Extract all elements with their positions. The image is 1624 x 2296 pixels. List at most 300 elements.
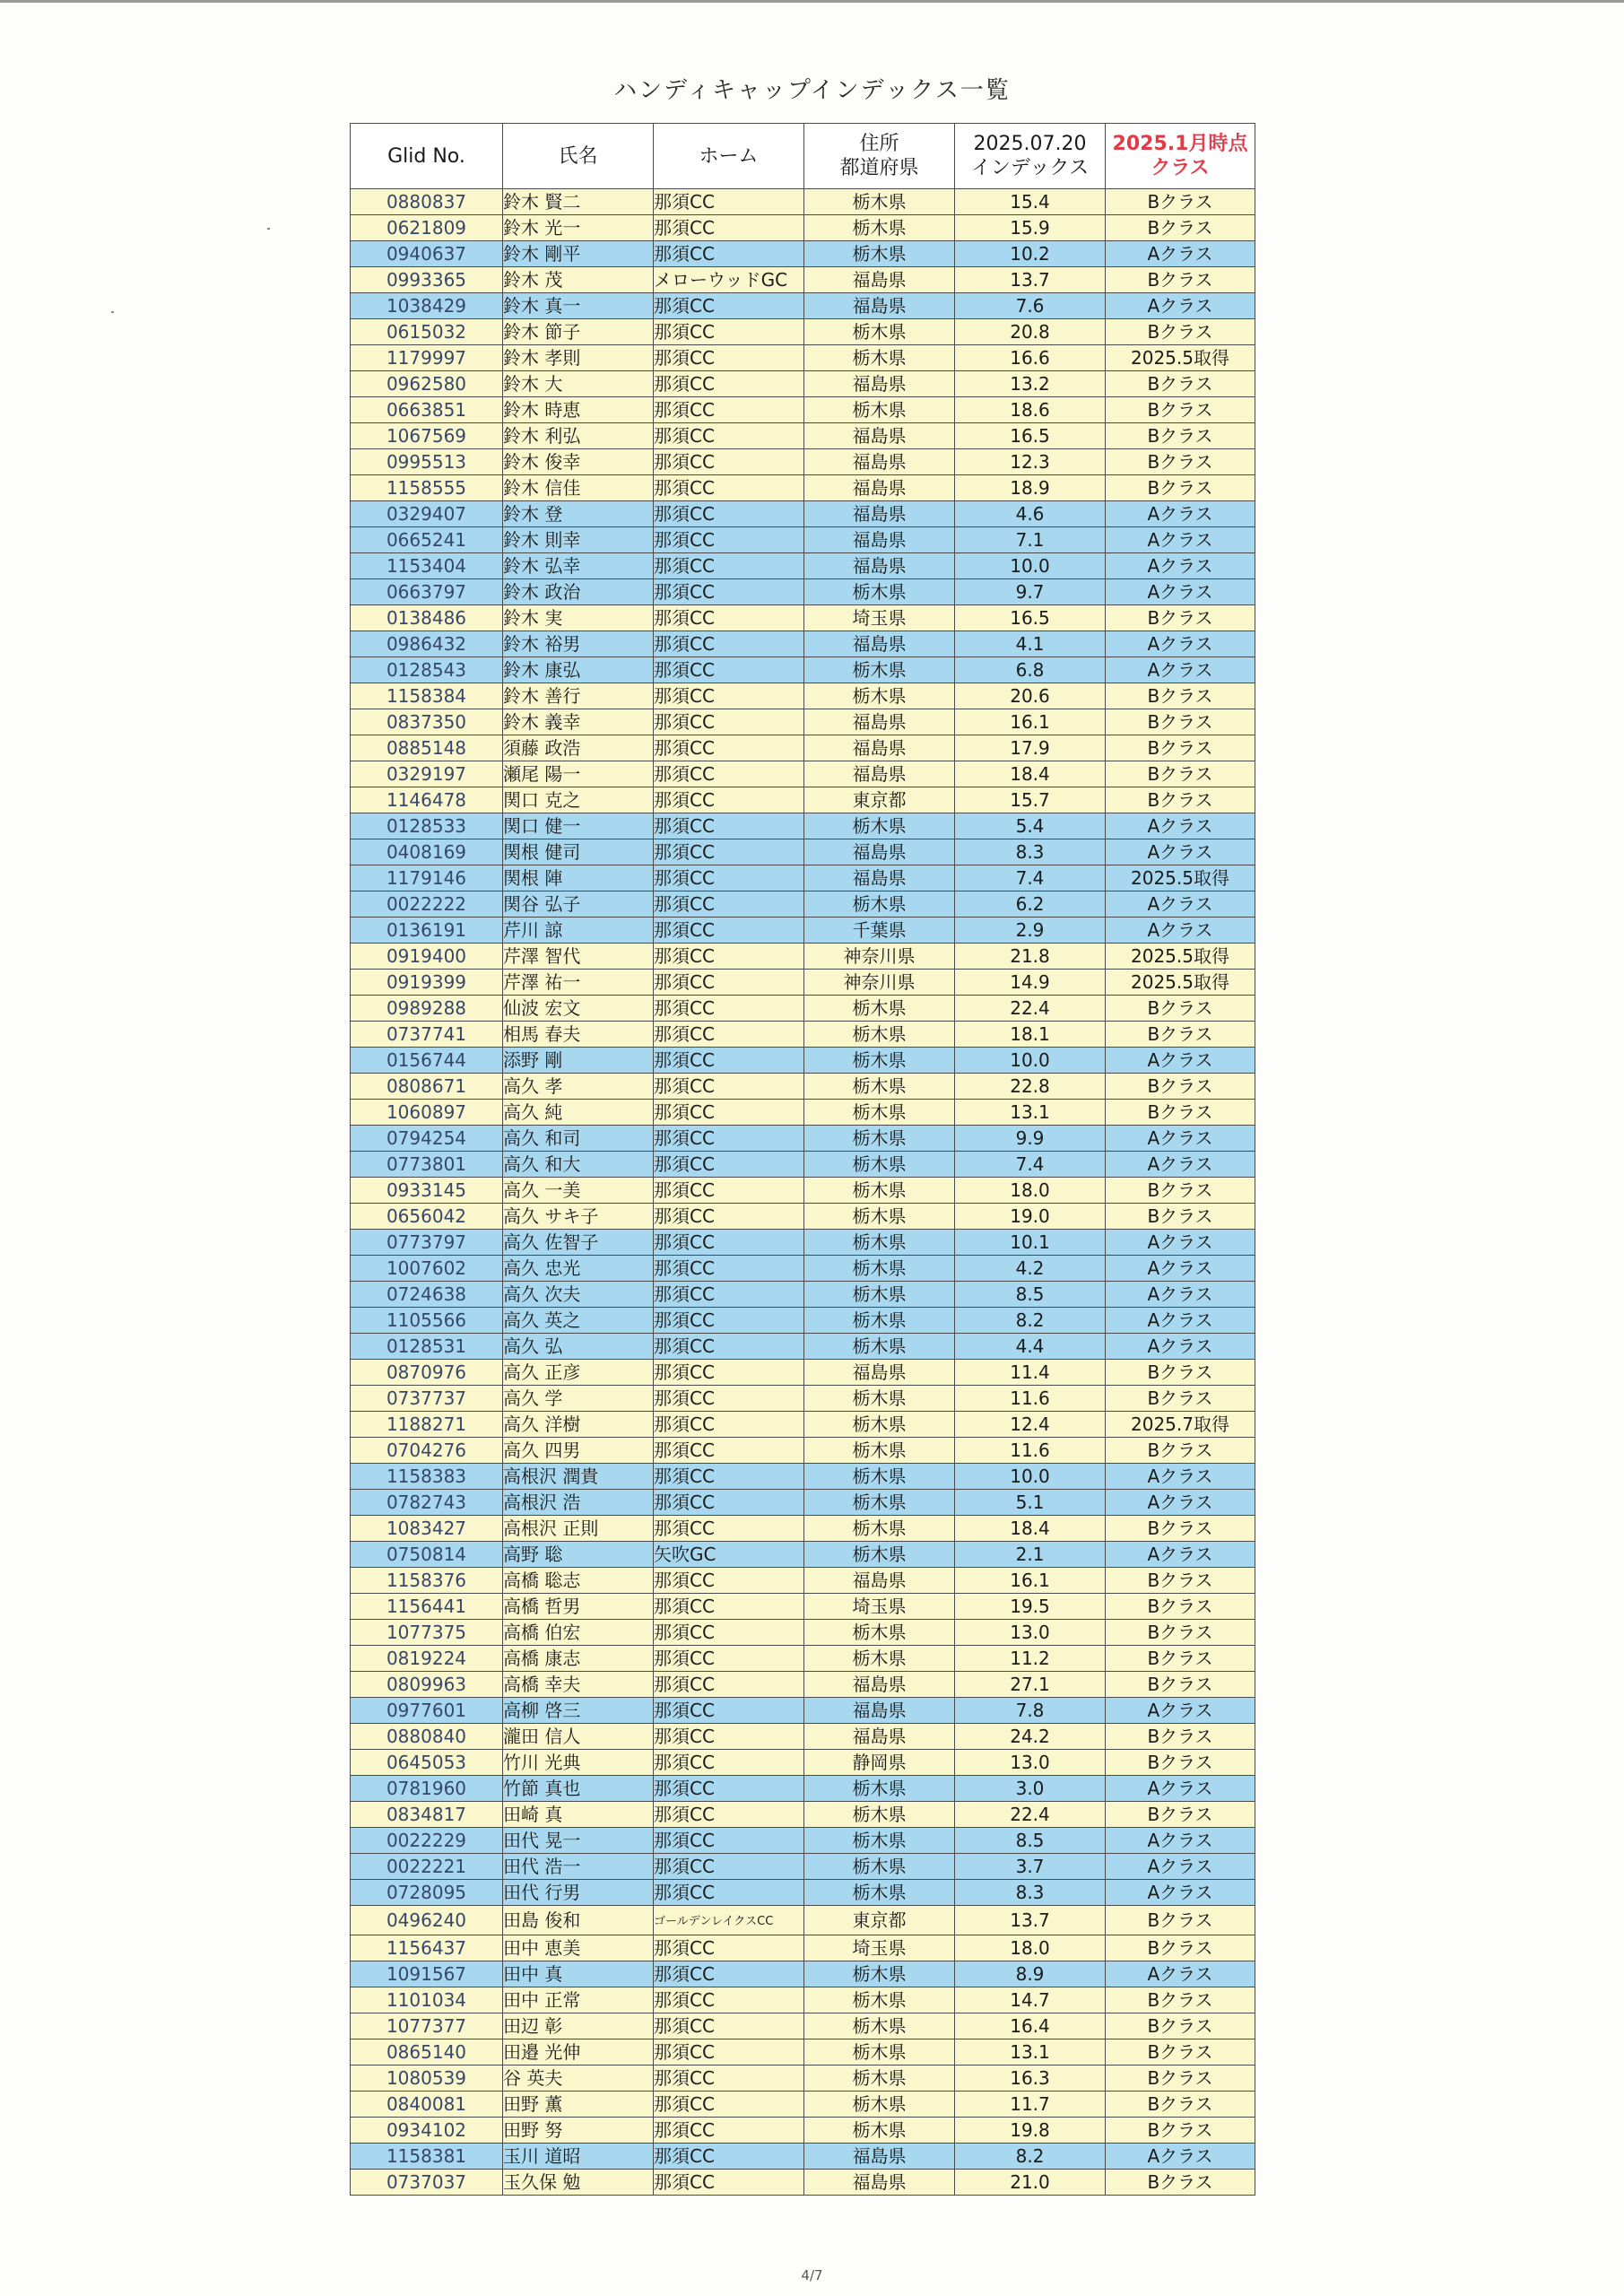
home-cell: 那須CC xyxy=(654,553,804,579)
gid-cell: 0933145 xyxy=(351,1178,503,1204)
index-cell: 11.7 xyxy=(955,2092,1106,2118)
home-cell: 那須CC xyxy=(654,761,804,787)
scan-speck xyxy=(111,311,114,313)
gid-cell: 0989288 xyxy=(351,996,503,1022)
prefecture-cell: 神奈川県 xyxy=(804,970,955,996)
table-row xyxy=(351,553,1255,579)
home-cell: 那須CC xyxy=(654,2118,804,2144)
table-row xyxy=(351,1074,1255,1100)
prefecture-cell: 埼玉県 xyxy=(804,605,955,631)
gid-cell: 0663851 xyxy=(351,397,503,423)
index-cell: 19.0 xyxy=(955,1204,1106,1230)
prefecture-cell: 栃木県 xyxy=(804,1022,955,1048)
table-row xyxy=(351,293,1255,319)
class-cell: Bクラス xyxy=(1106,1620,1255,1646)
index-cell: 7.4 xyxy=(955,1152,1106,1178)
table-row xyxy=(351,2066,1255,2092)
index-cell: 8.9 xyxy=(955,1961,1106,1987)
class-cell: Aクラス xyxy=(1106,1854,1255,1880)
prefecture-cell: 栃木県 xyxy=(804,2039,955,2066)
home-cell: 那須CC xyxy=(654,2170,804,2196)
prefecture-cell: 栃木県 xyxy=(804,1282,955,1308)
index-cell: 27.1 xyxy=(955,1672,1106,1698)
home-cell: 那須CC xyxy=(654,1126,804,1152)
index-cell: 7.4 xyxy=(955,865,1106,891)
index-cell: 22.4 xyxy=(955,1802,1106,1828)
home-cell: 那須CC xyxy=(654,2092,804,2118)
prefecture-cell: 栃木県 xyxy=(804,345,955,371)
home-cell: 那須CC xyxy=(654,970,804,996)
prefecture-cell: 福島県 xyxy=(804,865,955,891)
index-cell: 10.0 xyxy=(955,1048,1106,1074)
home-cell: 那須CC xyxy=(654,1672,804,1698)
class-cell: Bクラス xyxy=(1106,1646,1255,1672)
index-cell: 16.5 xyxy=(955,605,1106,631)
prefecture-cell: 栃木県 xyxy=(804,813,955,839)
name-cell: 鈴木 大 xyxy=(503,371,654,397)
class-cell: Aクラス xyxy=(1106,1308,1255,1334)
index-cell: 21.0 xyxy=(955,2170,1106,2196)
prefecture-cell: 栃木県 xyxy=(804,1230,955,1256)
home-cell: 那須CC xyxy=(654,1256,804,1282)
gid-cell: 0870976 xyxy=(351,1360,503,1386)
header-name: 氏名 xyxy=(503,124,654,189)
gid-cell: 0022221 xyxy=(351,1854,503,1880)
gid-cell: 0156744 xyxy=(351,1048,503,1074)
gid-cell: 0840081 xyxy=(351,2092,503,2118)
index-cell: 19.8 xyxy=(955,2118,1106,2144)
name-cell: 竹川 光典 xyxy=(503,1750,654,1776)
class-cell: Aクラス xyxy=(1106,918,1255,944)
table-row xyxy=(351,2118,1255,2144)
home-cell: 那須CC xyxy=(654,657,804,683)
home-cell: 那須CC xyxy=(654,501,804,527)
gid-cell: 0138486 xyxy=(351,605,503,631)
class-cell: Bクラス xyxy=(1106,1987,1255,2013)
name-cell: 鈴木 節子 xyxy=(503,319,654,345)
index-cell: 15.7 xyxy=(955,787,1106,813)
name-cell: 田代 行男 xyxy=(503,1880,654,1906)
home-cell: 那須CC xyxy=(654,1620,804,1646)
home-cell: 那須CC xyxy=(654,1438,804,1464)
prefecture-cell: 栃木県 xyxy=(804,189,955,215)
name-cell: 鈴木 康弘 xyxy=(503,657,654,683)
gid-cell: 0496240 xyxy=(351,1906,503,1935)
prefecture-cell: 栃木県 xyxy=(804,319,955,345)
table-row xyxy=(351,2013,1255,2039)
class-cell: 2025.5取得 xyxy=(1106,944,1255,970)
home-cell: 那須CC xyxy=(654,2144,804,2170)
class-cell: Bクラス xyxy=(1106,1204,1255,1230)
table-row xyxy=(351,241,1255,267)
gid-cell: 1101034 xyxy=(351,1987,503,2013)
name-cell: 鈴木 利弘 xyxy=(503,423,654,449)
index-cell: 5.1 xyxy=(955,1490,1106,1516)
gid-cell: 0773801 xyxy=(351,1152,503,1178)
class-cell: Aクラス xyxy=(1106,1464,1255,1490)
prefecture-cell: 福島県 xyxy=(804,1568,955,1594)
index-cell: 18.0 xyxy=(955,1935,1106,1961)
prefecture-cell: 栃木県 xyxy=(804,1961,955,1987)
home-cell: 那須CC xyxy=(654,475,804,501)
prefecture-cell: 福島県 xyxy=(804,267,955,293)
home-cell: 那須CC xyxy=(654,1360,804,1386)
table-row xyxy=(351,1230,1255,1256)
gid-cell: 1156441 xyxy=(351,1594,503,1620)
name-cell: 高橋 聡志 xyxy=(503,1568,654,1594)
index-cell: 10.2 xyxy=(955,241,1106,267)
name-cell: 関根 陣 xyxy=(503,865,654,891)
gid-cell: 1158384 xyxy=(351,683,503,709)
prefecture-cell: 栃木県 xyxy=(804,2013,955,2039)
index-cell: 12.4 xyxy=(955,1412,1106,1438)
index-cell: 3.0 xyxy=(955,1776,1106,1802)
gid-cell: 0782743 xyxy=(351,1490,503,1516)
class-cell: Bクラス xyxy=(1106,449,1255,475)
index-cell: 16.1 xyxy=(955,709,1106,735)
gid-cell: 0995513 xyxy=(351,449,503,475)
index-cell: 20.6 xyxy=(955,683,1106,709)
name-cell: 鈴木 賢二 xyxy=(503,189,654,215)
table-row xyxy=(351,397,1255,423)
index-cell: 8.5 xyxy=(955,1828,1106,1854)
home-cell: 那須CC xyxy=(654,1386,804,1412)
index-cell: 22.4 xyxy=(955,996,1106,1022)
gid-cell: 0809963 xyxy=(351,1672,503,1698)
name-cell: 高久 和司 xyxy=(503,1126,654,1152)
class-cell: Bクラス xyxy=(1106,996,1255,1022)
name-cell: 高橋 幸夫 xyxy=(503,1672,654,1698)
index-cell: 11.2 xyxy=(955,1646,1106,1672)
table-row xyxy=(351,1334,1255,1360)
home-cell: 那須CC xyxy=(654,709,804,735)
page-title: ハンディキャップインデックス一覧 xyxy=(613,77,1011,104)
name-cell: 高柳 啓三 xyxy=(503,1698,654,1724)
name-cell: 田中 真 xyxy=(503,1961,654,1987)
gid-cell: 0136191 xyxy=(351,918,503,944)
prefecture-cell: 栃木県 xyxy=(804,1620,955,1646)
table-row xyxy=(351,2039,1255,2066)
gid-cell: 0919399 xyxy=(351,970,503,996)
name-cell: 芹澤 智代 xyxy=(503,944,654,970)
home-cell: 那須CC xyxy=(654,423,804,449)
gid-cell: 0977601 xyxy=(351,1698,503,1724)
home-cell: 那須CC xyxy=(654,189,804,215)
prefecture-cell: 福島県 xyxy=(804,293,955,319)
class-cell: Aクラス xyxy=(1106,2144,1255,2170)
home-cell: 那須CC xyxy=(654,1516,804,1542)
gid-cell: 0781960 xyxy=(351,1776,503,1802)
table-row xyxy=(351,1750,1255,1776)
home-cell: 那須CC xyxy=(654,319,804,345)
name-cell: 鈴木 光一 xyxy=(503,215,654,241)
class-cell: Aクラス xyxy=(1106,1048,1255,1074)
index-cell: 15.9 xyxy=(955,215,1106,241)
home-cell: 那須CC xyxy=(654,1880,804,1906)
name-cell: 玉久保 勉 xyxy=(503,2170,654,2196)
home-cell: 矢吹GC xyxy=(654,1542,804,1568)
prefecture-cell: 栃木県 xyxy=(804,2092,955,2118)
index-cell: 11.4 xyxy=(955,1360,1106,1386)
table-row xyxy=(351,371,1255,397)
prefecture-cell: 福島県 xyxy=(804,423,955,449)
name-cell: 鈴木 剛平 xyxy=(503,241,654,267)
prefecture-cell: 福島県 xyxy=(804,2170,955,2196)
table-row xyxy=(351,579,1255,605)
name-cell: 高久 純 xyxy=(503,1100,654,1126)
prefecture-cell: 栃木県 xyxy=(804,1334,955,1360)
prefecture-cell: 栃木県 xyxy=(804,1438,955,1464)
home-cell: 那須CC xyxy=(654,631,804,657)
home-cell: 那須CC xyxy=(654,944,804,970)
gid-cell: 0880837 xyxy=(351,189,503,215)
class-cell: Bクラス xyxy=(1106,761,1255,787)
prefecture-cell: 福島県 xyxy=(804,631,955,657)
prefecture-cell: 栃木県 xyxy=(804,241,955,267)
name-cell: 関口 克之 xyxy=(503,787,654,813)
home-cell: 那須CC xyxy=(654,918,804,944)
class-cell: Bクラス xyxy=(1106,397,1255,423)
home-cell: 那須CC xyxy=(654,891,804,918)
home-cell: 那須CC xyxy=(654,579,804,605)
name-cell: 田代 浩一 xyxy=(503,1854,654,1880)
gid-cell: 0329407 xyxy=(351,501,503,527)
name-cell: 田野 薫 xyxy=(503,2092,654,2118)
class-cell: Aクラス xyxy=(1106,1542,1255,1568)
name-cell: 高久 正彦 xyxy=(503,1360,654,1386)
prefecture-cell: 栃木県 xyxy=(804,1987,955,2013)
gid-cell: 0724638 xyxy=(351,1282,503,1308)
table-row xyxy=(351,1438,1255,1464)
name-cell: 鈴木 善行 xyxy=(503,683,654,709)
page-number: 4/7 xyxy=(801,2267,823,2283)
home-cell: 那須CC xyxy=(654,1282,804,1308)
gid-cell: 1158383 xyxy=(351,1464,503,1490)
home-cell: 那須CC xyxy=(654,1698,804,1724)
home-cell: 那須CC xyxy=(654,241,804,267)
table-row xyxy=(351,1672,1255,1698)
name-cell: 田中 正常 xyxy=(503,1987,654,2013)
index-cell: 8.5 xyxy=(955,1282,1106,1308)
index-cell: 2.9 xyxy=(955,918,1106,944)
gid-cell: 0934102 xyxy=(351,2118,503,2144)
prefecture-cell: 栃木県 xyxy=(804,996,955,1022)
home-cell: 那須CC xyxy=(654,1594,804,1620)
name-cell: 高橋 哲男 xyxy=(503,1594,654,1620)
home-cell: 那須CC xyxy=(654,1464,804,1490)
index-cell: 12.3 xyxy=(955,449,1106,475)
name-cell: 鈴木 信佳 xyxy=(503,475,654,501)
gid-cell: 1153404 xyxy=(351,553,503,579)
index-cell: 18.4 xyxy=(955,1516,1106,1542)
class-cell: Aクラス xyxy=(1106,1698,1255,1724)
gid-cell: 1156437 xyxy=(351,1935,503,1961)
prefecture-cell: 福島県 xyxy=(804,839,955,865)
gid-cell: 0808671 xyxy=(351,1074,503,1100)
prefecture-cell: 静岡県 xyxy=(804,1750,955,1776)
index-cell: 8.3 xyxy=(955,839,1106,865)
home-cell: 那須CC xyxy=(654,345,804,371)
class-cell: Bクラス xyxy=(1106,709,1255,735)
index-cell: 16.5 xyxy=(955,423,1106,449)
index-cell: 13.7 xyxy=(955,267,1106,293)
name-cell: 芹川 諒 xyxy=(503,918,654,944)
prefecture-cell: 栃木県 xyxy=(804,1490,955,1516)
index-cell: 2.1 xyxy=(955,1542,1106,1568)
gid-cell: 0128533 xyxy=(351,813,503,839)
gid-cell: 0737741 xyxy=(351,1022,503,1048)
name-cell: 高根沢 浩 xyxy=(503,1490,654,1516)
class-cell: 2025.5取得 xyxy=(1106,345,1255,371)
name-cell: 高久 一美 xyxy=(503,1178,654,1204)
gid-cell: 0615032 xyxy=(351,319,503,345)
table-row xyxy=(351,1360,1255,1386)
index-cell: 15.4 xyxy=(955,189,1106,215)
index-cell: 6.8 xyxy=(955,657,1106,683)
gid-cell: 1158555 xyxy=(351,475,503,501)
prefecture-cell: 福島県 xyxy=(804,371,955,397)
table-row xyxy=(351,918,1255,944)
table-row xyxy=(351,944,1255,970)
class-cell: Bクラス xyxy=(1106,1360,1255,1386)
table-row xyxy=(351,1646,1255,1672)
table-row xyxy=(351,1880,1255,1906)
table-row xyxy=(351,1961,1255,1987)
class-cell: Aクラス xyxy=(1106,1490,1255,1516)
class-cell: Bクラス xyxy=(1106,475,1255,501)
index-cell: 19.5 xyxy=(955,1594,1106,1620)
name-cell: 鈴木 孝則 xyxy=(503,345,654,371)
prefecture-cell: 福島県 xyxy=(804,1360,955,1386)
class-cell: Aクラス xyxy=(1106,839,1255,865)
index-cell: 17.9 xyxy=(955,735,1106,761)
home-cell: 那須CC xyxy=(654,1412,804,1438)
index-cell: 13.0 xyxy=(955,1620,1106,1646)
class-cell: Bクラス xyxy=(1106,1724,1255,1750)
index-cell: 13.2 xyxy=(955,371,1106,397)
table-row xyxy=(351,1022,1255,1048)
home-cell: 那須CC xyxy=(654,2039,804,2066)
gid-cell: 0645053 xyxy=(351,1750,503,1776)
class-cell: Bクラス xyxy=(1106,1672,1255,1698)
prefecture-cell: 栃木県 xyxy=(804,215,955,241)
gid-cell: 0737037 xyxy=(351,2170,503,2196)
index-cell: 9.9 xyxy=(955,1126,1106,1152)
table-row xyxy=(351,423,1255,449)
class-cell: Bクラス xyxy=(1106,267,1255,293)
name-cell: 芹澤 祐一 xyxy=(503,970,654,996)
table-row xyxy=(351,865,1255,891)
prefecture-cell: 栃木県 xyxy=(804,1256,955,1282)
gid-cell: 0885148 xyxy=(351,735,503,761)
prefecture-cell: 栃木県 xyxy=(804,1152,955,1178)
index-cell: 14.9 xyxy=(955,970,1106,996)
gid-cell: 0865140 xyxy=(351,2039,503,2066)
gid-cell: 0663797 xyxy=(351,579,503,605)
prefecture-cell: 福島県 xyxy=(804,1698,955,1724)
table-row xyxy=(351,1828,1255,1854)
class-cell: Bクラス xyxy=(1106,1386,1255,1412)
class-cell: Aクラス xyxy=(1106,1828,1255,1854)
gid-cell: 1038429 xyxy=(351,293,503,319)
scan-speck xyxy=(267,228,270,230)
name-cell: 田野 努 xyxy=(503,2118,654,2144)
class-cell: Aクラス xyxy=(1106,293,1255,319)
prefecture-cell: 栃木県 xyxy=(804,1776,955,1802)
table-row xyxy=(351,1100,1255,1126)
class-cell: Bクラス xyxy=(1106,787,1255,813)
class-cell: Bクラス xyxy=(1106,319,1255,345)
home-cell: 那須CC xyxy=(654,1854,804,1880)
name-cell: 瀧田 信人 xyxy=(503,1724,654,1750)
class-cell: Aクラス xyxy=(1106,1126,1255,1152)
table-row xyxy=(351,605,1255,631)
index-cell: 13.0 xyxy=(955,1750,1106,1776)
name-cell: 高根沢 潤貴 xyxy=(503,1464,654,1490)
gid-cell: 0656042 xyxy=(351,1204,503,1230)
gid-cell: 1077377 xyxy=(351,2013,503,2039)
table-row xyxy=(351,1516,1255,1542)
prefecture-cell: 栃木県 xyxy=(804,891,955,918)
gid-cell: 1146478 xyxy=(351,787,503,813)
class-cell: Bクラス xyxy=(1106,2013,1255,2039)
class-cell: Bクラス xyxy=(1106,683,1255,709)
index-cell: 8.2 xyxy=(955,1308,1106,1334)
table-row xyxy=(351,2144,1255,2170)
name-cell: 高橋 康志 xyxy=(503,1646,654,1672)
table-row xyxy=(351,1386,1255,1412)
home-cell: 那須CC xyxy=(654,1724,804,1750)
prefecture-cell: 千葉県 xyxy=(804,918,955,944)
name-cell: 田代 晃一 xyxy=(503,1828,654,1854)
prefecture-cell: 福島県 xyxy=(804,735,955,761)
home-cell: 那須CC xyxy=(654,527,804,553)
table-row xyxy=(351,787,1255,813)
name-cell: 鈴木 時恵 xyxy=(503,397,654,423)
header-index: 2025.07.20 インデックス xyxy=(955,124,1106,189)
index-cell: 9.7 xyxy=(955,579,1106,605)
home-cell: 那須CC xyxy=(654,1204,804,1230)
home-cell: 那須CC xyxy=(654,1230,804,1256)
gid-cell: 1179997 xyxy=(351,345,503,371)
table-row xyxy=(351,1282,1255,1308)
prefecture-cell: 埼玉県 xyxy=(804,1594,955,1620)
prefecture-cell: 栃木県 xyxy=(804,1646,955,1672)
gid-cell: 0819224 xyxy=(351,1646,503,1672)
prefecture-cell: 栃木県 xyxy=(804,2118,955,2144)
index-cell: 18.4 xyxy=(955,761,1106,787)
class-cell: Aクラス xyxy=(1106,579,1255,605)
table-row xyxy=(351,709,1255,735)
table-row xyxy=(351,761,1255,787)
home-cell: 那須CC xyxy=(654,1308,804,1334)
name-cell: 谷 英夫 xyxy=(503,2066,654,2092)
index-cell: 16.1 xyxy=(955,1568,1106,1594)
prefecture-cell: 栃木県 xyxy=(804,1048,955,1074)
table-row xyxy=(351,1935,1255,1961)
name-cell: 高久 弘 xyxy=(503,1334,654,1360)
table-row xyxy=(351,1802,1255,1828)
header-home: ホーム xyxy=(654,124,804,189)
gid-cell: 0408169 xyxy=(351,839,503,865)
class-cell: Bクラス xyxy=(1106,1906,1255,1935)
gid-cell: 0737737 xyxy=(351,1386,503,1412)
name-cell: 高橋 伯宏 xyxy=(503,1620,654,1646)
prefecture-cell: 福島県 xyxy=(804,449,955,475)
class-cell: Bクラス xyxy=(1106,1750,1255,1776)
class-cell: Bクラス xyxy=(1106,1074,1255,1100)
name-cell: 高久 孝 xyxy=(503,1074,654,1100)
